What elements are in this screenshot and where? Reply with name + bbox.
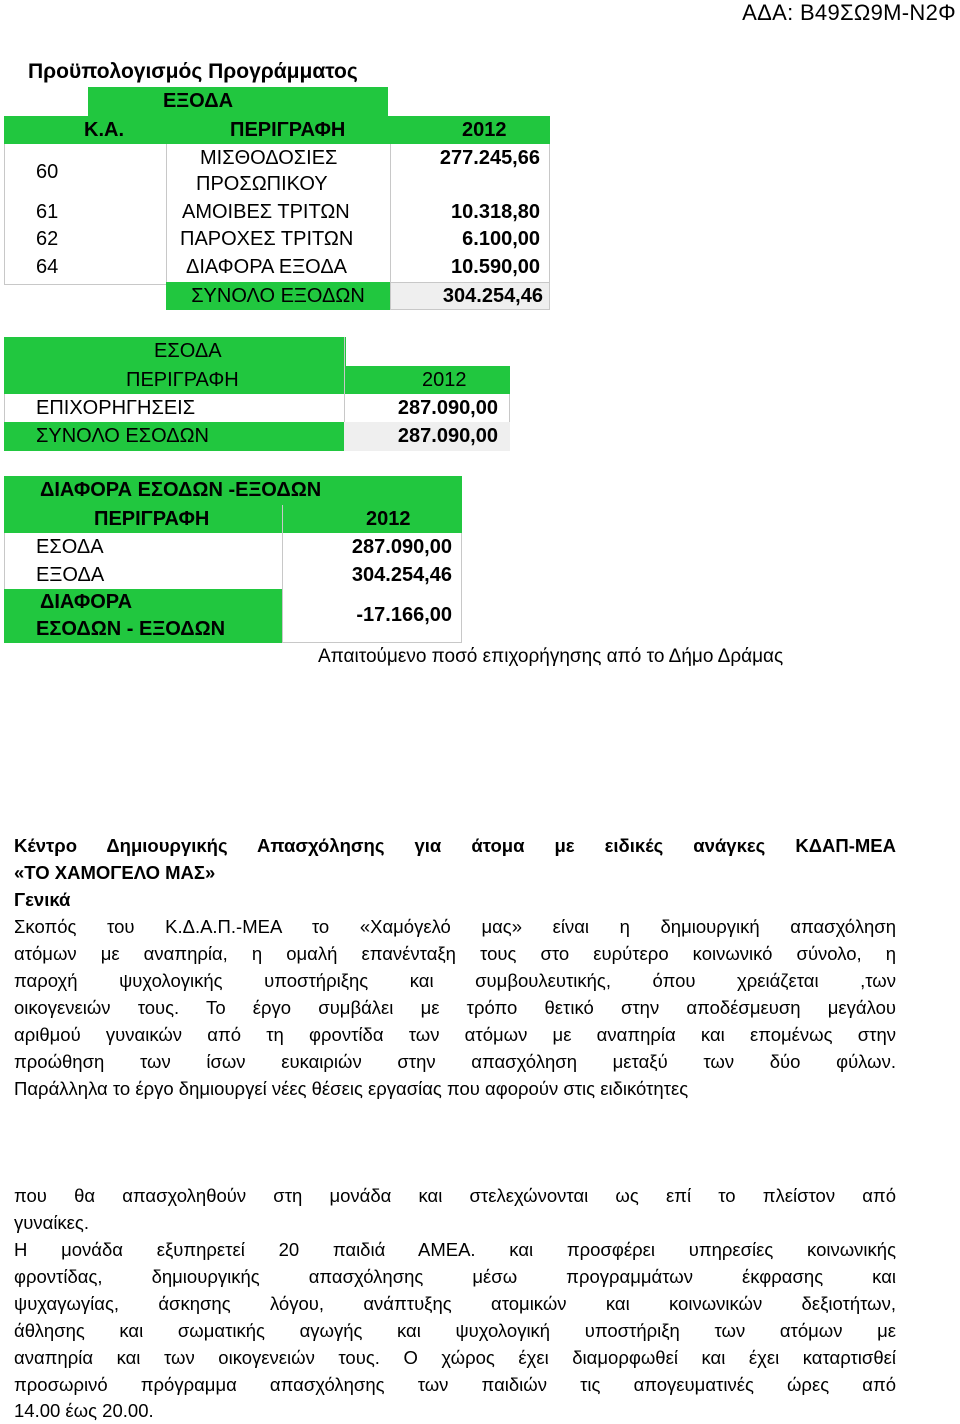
difference-header-row bbox=[4, 505, 462, 533]
subsidy-caption: Απαιτούμενο ποσό επιχορήγησης από το Δήμο Δράμας bbox=[318, 646, 784, 667]
document-code: ΑΔΑ: Β49ΣΩ9Μ-Ν2Φ bbox=[742, 0, 956, 25]
paragraph-line: οικογενειών τους. Το έργο συμβάλει με τρόπο θετικό στην αποδέσμευση μεγάλου bbox=[14, 997, 896, 1018]
header-description: ΠΕΡΙΓΡΑΦΗ bbox=[230, 118, 346, 141]
paragraph-line: Η μονάδα εξυπηρετεί 20 παιδιά ΑΜΕΑ. και προσφέρει υπηρεσίες κοινωνικής bbox=[14, 1239, 896, 1260]
header-description: ΠΕΡΙΓΡΑΦΗ bbox=[126, 368, 239, 391]
income-total-amount: 287.090,00 bbox=[344, 422, 510, 451]
paragraph-line: προώθηση των ίσων ευκαιριών στην απασχόληση μεταξύ των δύο φύλων. bbox=[14, 1051, 896, 1072]
table-row-code: 64 bbox=[36, 255, 59, 278]
budget-title: Προϋπολογισμός Προγράμματος bbox=[28, 60, 358, 83]
income-total-label: ΣΥΝΟΛΟ ΕΣΟΔΩΝ bbox=[4, 422, 344, 451]
header-year: 2012 bbox=[462, 118, 507, 141]
income-title: ΕΣΟΔΑ bbox=[154, 340, 222, 362]
difference-label-line1: ΔΙΑΦΟΡΑ bbox=[4, 589, 282, 616]
table-row-code: 60 bbox=[36, 160, 59, 183]
income-title-row bbox=[4, 337, 346, 366]
table-row-desc: ΕΣΟΔΑ bbox=[36, 535, 104, 558]
header-code: Κ.Α. bbox=[84, 118, 124, 141]
paragraph-line: φροντίδας, δημιουργικής απασχόλησης μέσω προγραμμάτων έκφρασης και bbox=[14, 1266, 896, 1287]
table-row-desc: ΔΙΑΦΟΡΑ ΕΞΟΔΑ bbox=[186, 255, 348, 278]
header-description: ΠΕΡΙΓΡΑΦΗ bbox=[94, 507, 210, 530]
difference-title: ΔΙΑΦΟΡΑ ΕΣΟΔΩΝ -ΕΞΟΔΩΝ bbox=[4, 476, 462, 505]
paragraph-line: 14.00 έως 20.00. bbox=[14, 1400, 154, 1421]
section-heading: Κέντρο Δημιουργικής Απασχόλησης για άτομα με ειδικές ανάγκες ΚΔΑΠ-ΜΕΑ bbox=[14, 835, 896, 856]
expenses-title: ΕΞΟΔΑ bbox=[88, 87, 388, 116]
table-row-amount: 10.590,00 bbox=[451, 255, 540, 278]
difference-label-line2: ΕΣΟΔΩΝ - ΕΞΟΔΩΝ bbox=[4, 616, 282, 643]
section-subheading: Γενικά bbox=[14, 889, 71, 910]
expenses-header-row bbox=[4, 116, 550, 144]
table-row-code: 62 bbox=[36, 227, 59, 250]
table-row-amount: 6.100,00 bbox=[462, 227, 540, 250]
section-heading-quote: «ΤΟ ΧΑΜΟΓΕΛΟ ΜΑΣ» bbox=[14, 862, 216, 883]
table-row-amount: 287.090,00 bbox=[351, 535, 452, 558]
paragraph-line: αναπηρία και των οικογενειών τους. Ο χώρος έχει διαμορφωθεί και έχει καταρτισθεί bbox=[14, 1347, 896, 1368]
expenses-total-label: ΣΥΝΟΛΟ ΕΞΟΔΩΝ bbox=[166, 282, 390, 310]
table-row-code: 61 bbox=[36, 200, 59, 223]
table-row-desc-cont: ΠΡΟΣΩΠΙΚΟΥ bbox=[196, 172, 328, 195]
table-row-desc: ΕΠΙΧΟΡΗΓΗΣΕΙΣ bbox=[36, 396, 196, 419]
paragraph-line: Παράλληλα το έργο δημιουργεί νέες θέσεις εργασίας που αφορούν στις ειδικότητες bbox=[14, 1078, 689, 1099]
income-header-row bbox=[4, 366, 510, 394]
table-row-desc: ΑΜΟΙΒΕΣ ΤΡΙΤΩΝ bbox=[182, 200, 350, 223]
paragraph-line: αριθμού γυναικών από τη φροντίδα των ατόμων με αναπηρία και επομένως στην bbox=[14, 1024, 896, 1045]
paragraph-line: που θα απασχοληθούν στη μονάδα και στελεχώνονται ως επί το πλείστον από bbox=[14, 1185, 896, 1206]
paragraph-line: ψυχαγωγίας, άσκησης λόγου, ανάπτυξης ατομικών και κοινωνικών δεξιοτήτων, bbox=[14, 1293, 896, 1314]
header-year: 2012 bbox=[366, 507, 411, 530]
paragraph-line: ατόμων με αναπηρία, η ομαλή επανένταξη τους στο ευρύτερο κοινωνικό σύνολο, η bbox=[14, 943, 896, 964]
table-row-amount: 287.090,00 bbox=[397, 396, 498, 419]
paragraph-line: γυναίκες. bbox=[14, 1212, 89, 1233]
table-row-amount: 277.245,66 bbox=[439, 146, 540, 169]
table-row-desc: ΜΙΣΘΟΔΟΣΙΕΣ bbox=[200, 146, 338, 169]
paragraph-line: άθλησης και σωματικής αγωγής και ψυχολογική υποστήριξη των ατόμων με bbox=[14, 1320, 896, 1341]
paragraph-line: προσωρινό πρόγραμμα απασχόλησης των παιδιών τις απογευματινές ώρες από bbox=[14, 1374, 896, 1395]
table-row-amount: 10.318,80 bbox=[451, 200, 540, 223]
expenses-total-amount: 304.254,46 bbox=[390, 282, 550, 310]
table-row-desc: ΠΑΡΟΧΕΣ ΤΡΙΤΩΝ bbox=[180, 227, 354, 250]
paragraph-line: Σκοπός του Κ.Δ.Α.Π.-ΜΕΑ το «Χαμόγελό μας» είναι η δημιουργική απασχόληση bbox=[14, 916, 896, 937]
paragraph-line: παροχή ψυχολογικής υποστήριξης και συμβουλευτικής, όπου χρειάζεται ,των bbox=[14, 970, 896, 991]
header-year: 2012 bbox=[422, 368, 467, 391]
table-row-desc: ΕΞΟΔΑ bbox=[36, 563, 105, 586]
difference-amount: -17.166,00 bbox=[356, 603, 452, 626]
table-row-amount: 304.254,46 bbox=[351, 563, 452, 586]
